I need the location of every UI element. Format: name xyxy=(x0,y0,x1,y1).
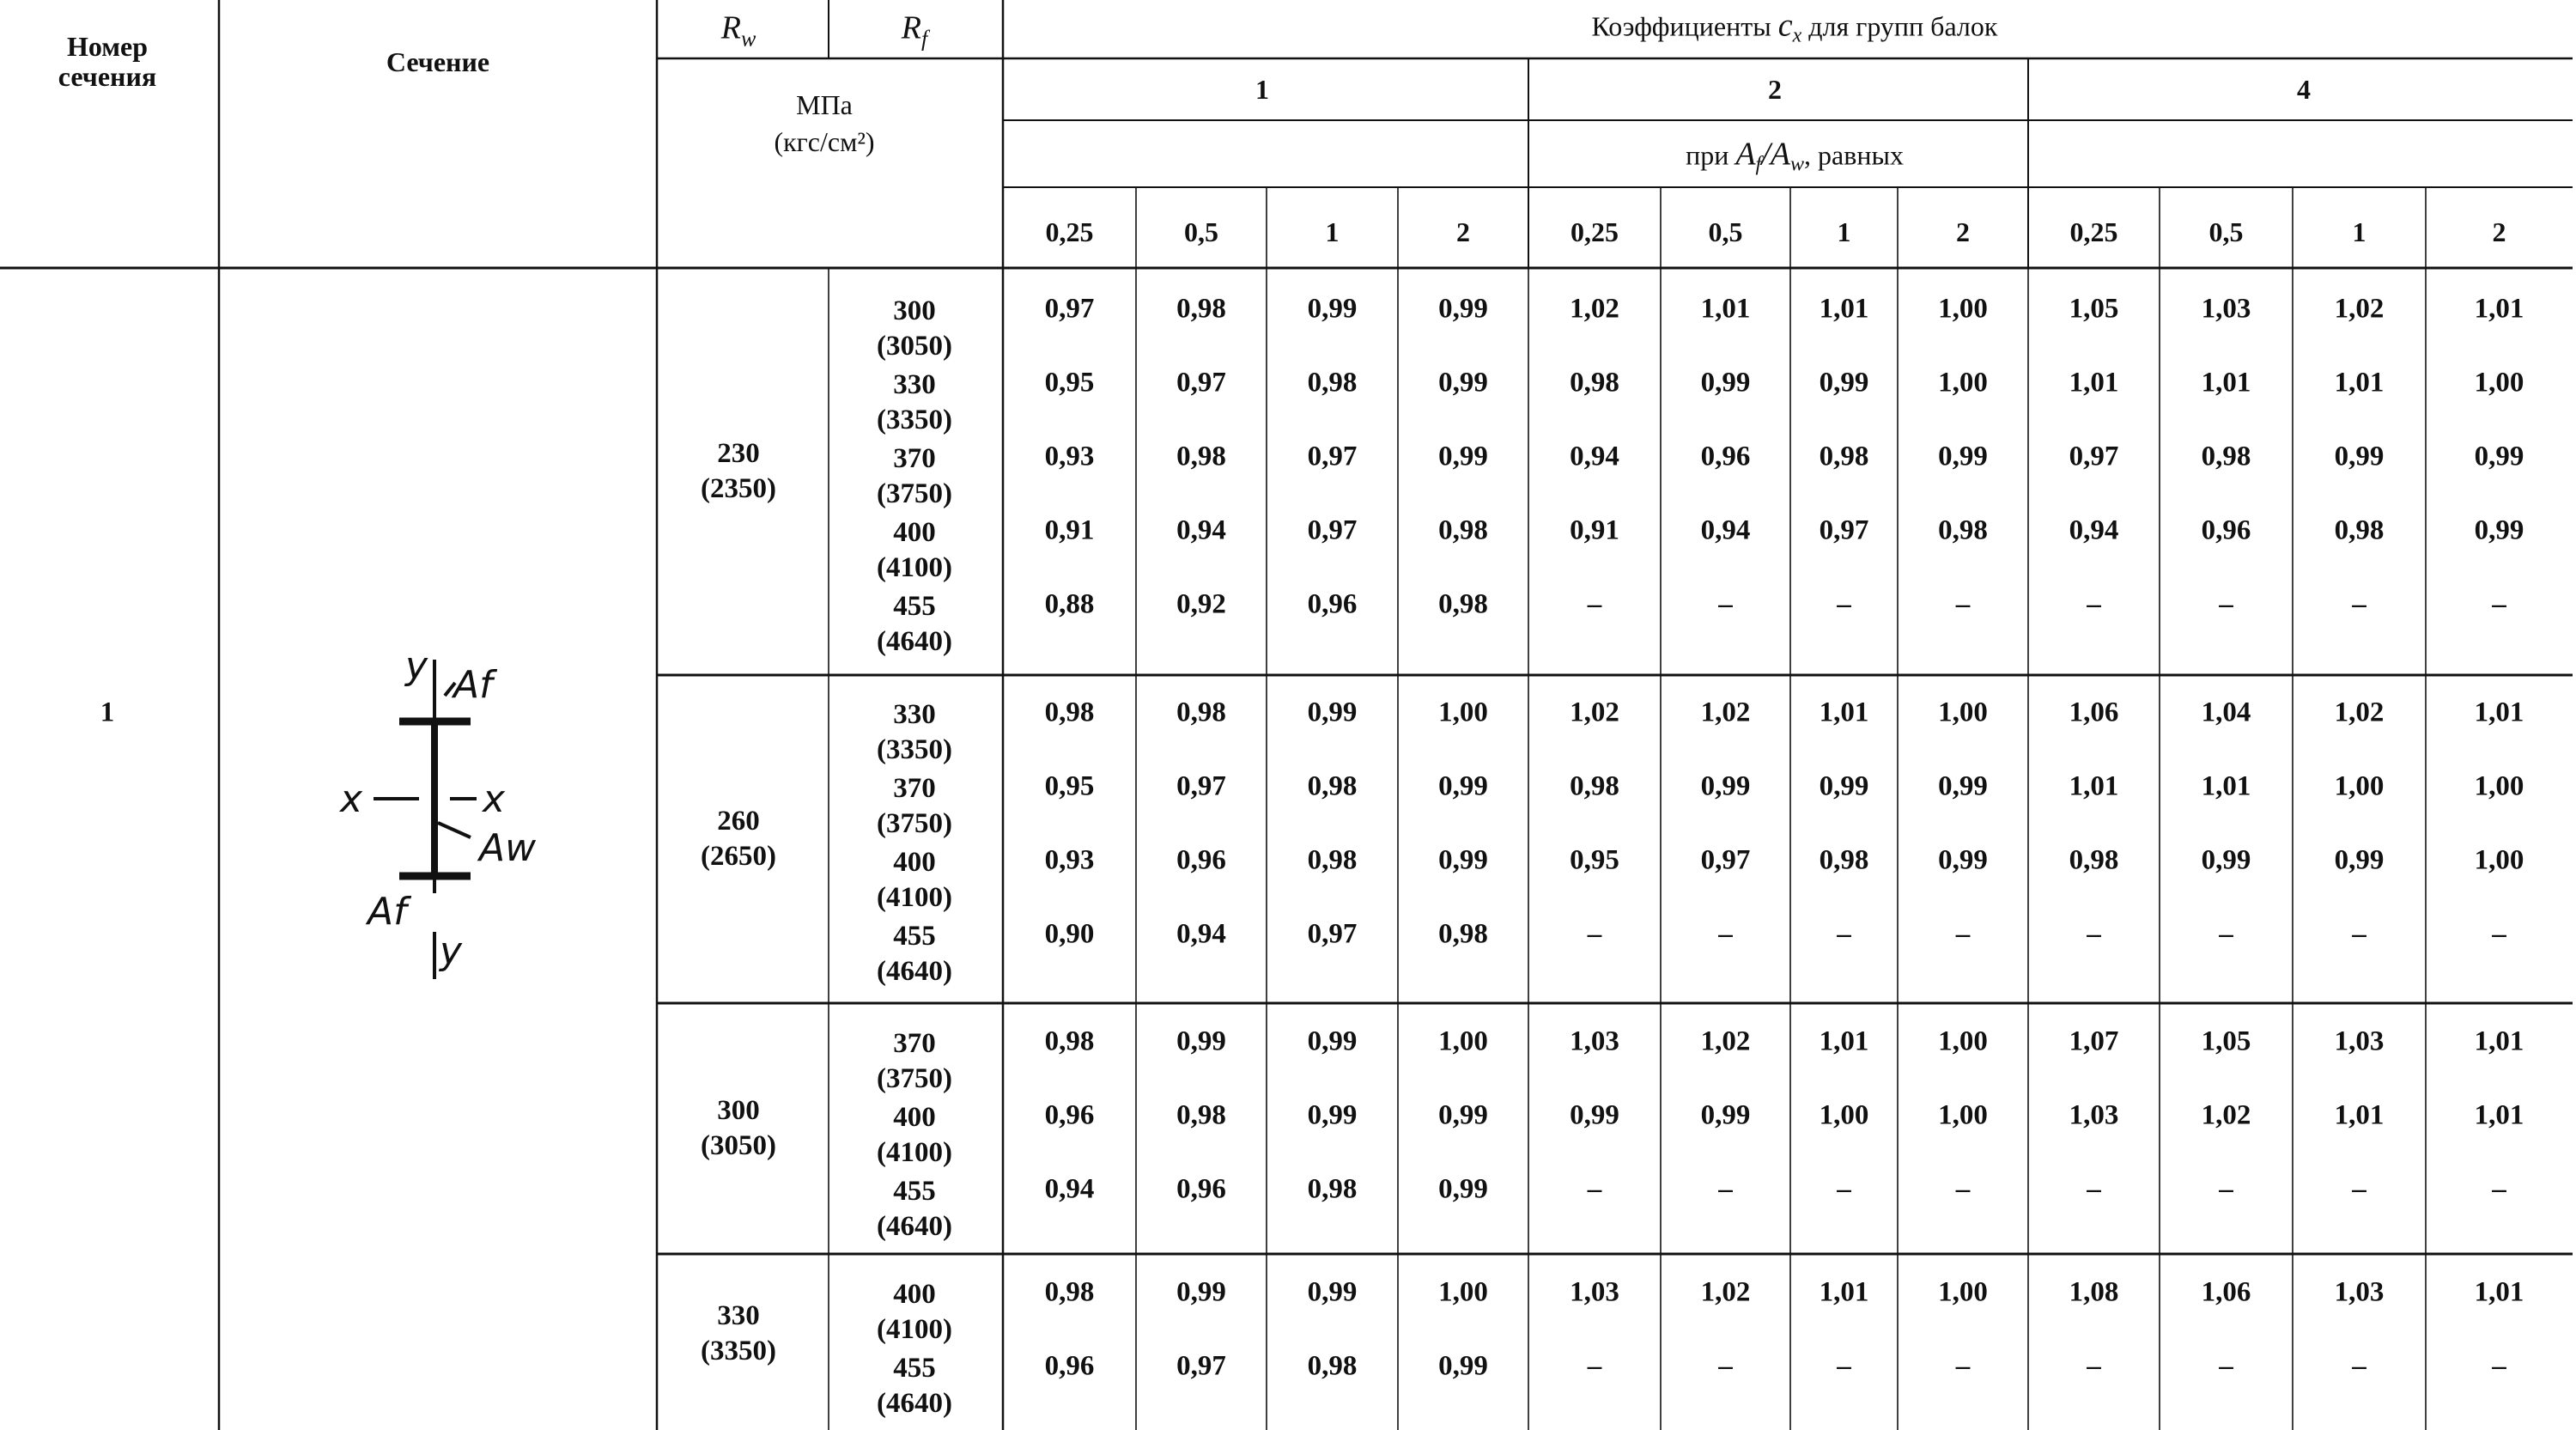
coefficient-cell: 0,97 xyxy=(1176,1350,1226,1382)
coefficient-cell: 0,99 xyxy=(2201,844,2251,876)
header-group-2: 2 xyxy=(1768,74,1782,105)
coefficient-cell: 0,99 xyxy=(2474,514,2524,546)
header-coefficients: Коэффициенты $c_x$ для групп балок xyxy=(1591,7,1998,47)
coefficient-cell: 0,97 xyxy=(1700,844,1751,876)
header-section-number: Номер сечения xyxy=(58,30,157,92)
coefficient-cell: – xyxy=(1955,1173,1971,1205)
ratio-header-cell: 1 xyxy=(1837,216,1851,247)
rf-cell xyxy=(877,1277,952,1348)
coefficient-cell: – xyxy=(2492,918,2506,950)
rf-kgf-value: (4100) xyxy=(877,552,952,584)
rf-kgf-value: (4640) xyxy=(877,1211,952,1243)
coefficient-cell: 1,00 xyxy=(2474,367,2524,399)
coefficient-cell: – xyxy=(2087,918,2101,950)
coefficient-cell: 0,98 xyxy=(1307,367,1358,399)
coefficient-cell: 0,93 xyxy=(1044,844,1095,876)
coefficient-cell: 1,02 xyxy=(2334,293,2385,325)
coefficient-cell: – xyxy=(1837,588,1851,620)
coefficient-cell: 0,91 xyxy=(1044,514,1095,546)
coefficient-cell: 0,94 xyxy=(1044,1173,1095,1205)
rw-kgf-value: (2350) xyxy=(701,473,776,504)
coefficient-cell: 1,01 xyxy=(2069,367,2119,399)
header-group-1: 1 xyxy=(1255,74,1269,105)
coefficient-cell: 1,01 xyxy=(2474,697,2524,728)
rf-value: 455 xyxy=(893,591,936,622)
rw-cell xyxy=(701,1093,776,1165)
coefficient-cell: 0,98 xyxy=(2069,844,2119,876)
coefficient-cell: – xyxy=(1718,1350,1733,1382)
coefficient-cell: – xyxy=(1955,918,1971,950)
coefficient-cell: 0,94 xyxy=(1176,514,1226,546)
coefficient-cell: 0,99 xyxy=(1307,1276,1358,1308)
ratio-header-cell: 0,5 xyxy=(1708,216,1743,247)
coefficient-cell: – xyxy=(2087,1173,2101,1205)
coefficient-cell: 0,99 xyxy=(1438,1099,1488,1131)
coefficient-cell: 1,01 xyxy=(2474,1099,2524,1131)
coefficient-cell: 1,00 xyxy=(1938,697,1988,728)
rf-value: 400 xyxy=(893,1279,936,1310)
coefficient-cell: – xyxy=(1837,1350,1851,1382)
rf-cell xyxy=(877,294,952,365)
coefficient-cell: – xyxy=(2219,1350,2233,1382)
coefficient-cell: 1,00 xyxy=(1938,1025,1988,1057)
coefficient-cell: 0,99 xyxy=(1570,1099,1619,1131)
coefficient-cell: 0,99 xyxy=(1438,844,1488,876)
coefficient-cell: 1,03 xyxy=(2334,1276,2385,1308)
coefficient-cell: 0,96 xyxy=(1176,1173,1226,1205)
coefficient-cell: 0,99 xyxy=(2474,441,2524,472)
label-x-right: x xyxy=(483,777,506,821)
coefficient-cell: 1,01 xyxy=(2334,1099,2385,1131)
coefficient-cell: 1,04 xyxy=(2201,697,2251,728)
ratio-header-cell: 0,25 xyxy=(1571,216,1619,247)
rf-cell xyxy=(877,515,952,587)
coefficient-cell: 1,06 xyxy=(2069,697,2119,728)
coefficient-cell: 1,03 xyxy=(2201,293,2251,325)
coefficient-cell: – xyxy=(1837,918,1851,950)
coefficient-cell: 0,96 xyxy=(1700,441,1751,472)
coefficient-cell: 0,97 xyxy=(1307,441,1358,472)
coefficient-cell: – xyxy=(1718,588,1733,620)
coefficient-cell: 0,96 xyxy=(1176,844,1226,876)
label-y-bottom: y xyxy=(440,929,463,973)
ratio-header-cell: 0,5 xyxy=(2208,216,2244,247)
coefficient-cell: 1,02 xyxy=(2201,1099,2251,1131)
coefficient-cell: 1,01 xyxy=(1819,1025,1869,1057)
coefficient-cell: – xyxy=(2087,1350,2101,1382)
coefficient-cell: 1,02 xyxy=(1570,293,1619,325)
coefficient-cell: 1,03 xyxy=(1570,1025,1619,1057)
rf-value: 455 xyxy=(893,1176,936,1207)
rw-kgf-value: (3350) xyxy=(701,1335,776,1366)
coefficient-cell: 0,98 xyxy=(1176,293,1226,325)
coefficient-cell: 0,99 xyxy=(1176,1025,1226,1057)
coefficient-cell: 1,02 xyxy=(1700,1025,1751,1057)
ratio-header-cell: 0,25 xyxy=(2069,216,2118,247)
ratio-header-cell: 2 xyxy=(2492,216,2506,247)
coefficient-cell: 1,01 xyxy=(1819,1276,1869,1308)
coefficient-cell: 1,03 xyxy=(2334,1025,2385,1057)
coefficient-cell: – xyxy=(2219,918,2233,950)
header-unit-mpa: МПа xyxy=(796,89,853,120)
rf-value: 370 xyxy=(893,773,936,804)
coefficient-cell: 1,01 xyxy=(1819,697,1869,728)
coefficient-cell: 1,00 xyxy=(1938,367,1988,399)
ratio-header-cell: 2 xyxy=(1956,216,1970,247)
beam-section-drawing xyxy=(326,636,601,996)
rw-value: 330 xyxy=(717,1299,760,1331)
coefficient-cell: 0,93 xyxy=(1044,441,1095,472)
coefficient-cell: 1,01 xyxy=(2069,770,2119,802)
coefficient-cell: 0,98 xyxy=(1176,697,1226,728)
header-section: Сечение xyxy=(386,46,490,77)
coefficient-cell: 0,98 xyxy=(2334,514,2385,546)
coefficient-cell: – xyxy=(1718,918,1733,950)
header-unit-kgf: (кгс/см²) xyxy=(774,126,875,157)
coefficient-cell: 1,00 xyxy=(1938,1099,1988,1131)
coefficient-cell: 0,99 xyxy=(1700,1099,1751,1131)
coefficient-cell: – xyxy=(1718,1173,1733,1205)
coefficient-cell: 1,05 xyxy=(2069,293,2119,325)
coefficient-cell: 0,96 xyxy=(1307,588,1358,620)
label-y-top: y xyxy=(405,644,428,688)
coefficient-cell: 1,08 xyxy=(2069,1276,2119,1308)
coefficient-cell: 1,00 xyxy=(1938,293,1988,325)
coefficient-cell: 0,99 xyxy=(1819,770,1869,802)
coefficient-cell: 1,02 xyxy=(1700,1276,1751,1308)
header-rw: $R_w$ xyxy=(720,9,756,52)
coefficient-cell: 0,98 xyxy=(1307,770,1358,802)
rw-kgf-value: (3050) xyxy=(701,1130,776,1161)
coefficient-cell: 1,00 xyxy=(1438,697,1488,728)
rf-kgf-value: (3750) xyxy=(877,1063,952,1095)
coefficient-cell: 0,98 xyxy=(1570,770,1619,802)
coefficient-cell: 0,98 xyxy=(1044,1276,1095,1308)
rf-cell xyxy=(877,919,952,990)
coefficient-cell: 0,99 xyxy=(1438,293,1488,325)
coefficient-cell: – xyxy=(2492,1350,2506,1382)
coefficient-cell: 0,98 xyxy=(1938,514,1988,546)
aw-leader xyxy=(438,823,471,837)
rf-kgf-value: (3050) xyxy=(877,331,952,362)
coefficient-cell: 0,92 xyxy=(1176,588,1226,620)
coefficient-cell: 0,98 xyxy=(1819,441,1869,472)
coefficient-cell: 0,94 xyxy=(1176,918,1226,950)
coefficient-cell: 1,00 xyxy=(1438,1025,1488,1057)
rf-cell xyxy=(877,1174,952,1245)
rw-value: 260 xyxy=(717,805,760,837)
coefficient-cell: – xyxy=(1587,1173,1602,1205)
coefficient-cell: 1,01 xyxy=(2474,1276,2524,1308)
rf-kgf-value: (4100) xyxy=(877,882,952,914)
rf-value: 455 xyxy=(893,1353,936,1384)
rf-cell xyxy=(877,845,952,916)
coefficient-cell: 1,01 xyxy=(2201,367,2251,399)
coefficient-cell: 0,99 xyxy=(1438,770,1488,802)
coefficient-cell: 0,98 xyxy=(1176,441,1226,472)
coefficient-cell: 0,95 xyxy=(1570,844,1619,876)
coefficient-cell: 0,98 xyxy=(1044,697,1095,728)
coefficient-cell: 1,01 xyxy=(2474,1025,2524,1057)
coefficient-cell: 0,99 xyxy=(1938,441,1988,472)
coefficient-cell: 0,96 xyxy=(1044,1350,1095,1382)
header-group-4: 4 xyxy=(2297,74,2311,105)
coefficient-cell: 0,98 xyxy=(2201,441,2251,472)
coefficient-cell: 0,96 xyxy=(2201,514,2251,546)
coefficient-cell: 1,00 xyxy=(2474,844,2524,876)
rw-cell xyxy=(701,804,776,875)
coefficient-cell: 0,99 xyxy=(1176,1276,1226,1308)
rf-kgf-value: (4100) xyxy=(877,1314,952,1346)
coefficient-cell: 0,91 xyxy=(1570,514,1619,546)
coefficient-cell: – xyxy=(1955,588,1971,620)
coefficient-cell: – xyxy=(1587,588,1602,620)
coefficient-cell: 1,00 xyxy=(2474,770,2524,802)
rf-cell xyxy=(877,1351,952,1422)
rf-cell xyxy=(877,589,952,660)
rf-value: 300 xyxy=(893,295,936,326)
coefficient-cell: – xyxy=(2492,1173,2506,1205)
coefficient-cell: – xyxy=(2492,588,2506,620)
label-x-left: x xyxy=(340,777,363,821)
coefficient-cell: 0,99 xyxy=(1700,367,1751,399)
coefficient-cell: 0,99 xyxy=(1938,770,1988,802)
coefficient-cell: 0,99 xyxy=(1438,367,1488,399)
coefficient-cell: 0,98 xyxy=(1307,844,1358,876)
coefficient-cell: 1,02 xyxy=(2334,697,2385,728)
label-af-top: Af xyxy=(453,663,493,707)
rf-value: 330 xyxy=(893,369,936,400)
section-number-cell: 1 xyxy=(100,697,115,728)
coefficient-cell: 0,94 xyxy=(1700,514,1751,546)
coefficient-cell: 0,99 xyxy=(1700,770,1751,802)
coefficient-cell: 1,01 xyxy=(2201,770,2251,802)
rf-kgf-value: (4100) xyxy=(877,1137,952,1169)
ratio-header-cell: 0,25 xyxy=(1045,216,1094,247)
coefficient-cell: 1,01 xyxy=(2334,367,2385,399)
coefficient-cell: 0,98 xyxy=(1176,1099,1226,1131)
coefficient-cell: 0,99 xyxy=(1307,697,1358,728)
rf-cell xyxy=(877,368,952,439)
coefficient-cell: 1,00 xyxy=(1938,1276,1988,1308)
coefficient-cell: 0,98 xyxy=(1438,918,1488,950)
coefficient-cell: 1,01 xyxy=(1819,293,1869,325)
rf-cell xyxy=(877,697,952,769)
coefficient-cell: 0,97 xyxy=(1819,514,1869,546)
coefficient-cell: 0,96 xyxy=(1044,1099,1095,1131)
coefficient-cell: 0,90 xyxy=(1044,918,1095,950)
rf-kgf-value: (3750) xyxy=(877,478,952,510)
coefficient-cell: – xyxy=(2352,1173,2366,1205)
coefficient-cell: 0,99 xyxy=(1819,367,1869,399)
coefficient-cell: – xyxy=(2352,588,2366,620)
label-aw: Aw xyxy=(479,826,537,870)
coefficient-cell: 1,06 xyxy=(2201,1276,2251,1308)
ratio-header-cell: 2 xyxy=(1456,216,1470,247)
coefficient-cell: 1,03 xyxy=(2069,1099,2119,1131)
coefficient-cell: 0,95 xyxy=(1044,367,1095,399)
coefficient-cell: 0,97 xyxy=(1176,770,1226,802)
coefficient-cell: 0,94 xyxy=(1570,441,1619,472)
coefficient-cell: 0,99 xyxy=(1438,1350,1488,1382)
coefficient-cell: 0,99 xyxy=(1438,441,1488,472)
coefficient-cell: 0,98 xyxy=(1438,588,1488,620)
coefficient-cell: 0,94 xyxy=(2069,514,2119,546)
coefficient-cell: 0,99 xyxy=(1307,1099,1358,1131)
coefficient-cell: 1,02 xyxy=(1570,697,1619,728)
rf-value: 400 xyxy=(893,1102,936,1133)
coefficient-cell: 0,88 xyxy=(1044,588,1095,620)
coefficient-cell: 0,98 xyxy=(1819,844,1869,876)
coefficient-cell: 0,98 xyxy=(1307,1173,1358,1205)
coefficient-cell: – xyxy=(2352,1350,2366,1382)
rf-cell xyxy=(877,771,952,843)
rw-value: 300 xyxy=(717,1094,760,1126)
coefficient-cell: – xyxy=(1587,1350,1602,1382)
coefficient-cell: 0,97 xyxy=(1307,514,1358,546)
label-af-bottom: Af xyxy=(368,890,407,934)
coefficient-cell: 1,00 xyxy=(1819,1099,1869,1131)
coefficient-cell: 0,98 xyxy=(1044,1025,1095,1057)
rf-value: 400 xyxy=(893,517,936,548)
ratio-header-cell: 1 xyxy=(1325,216,1340,247)
coefficient-cell: 0,98 xyxy=(1570,367,1619,399)
rf-value: 370 xyxy=(893,443,936,474)
rf-kgf-value: (4640) xyxy=(877,956,952,988)
coefficient-cell: – xyxy=(2219,1173,2233,1205)
rf-cell xyxy=(877,441,952,513)
rf-value: 370 xyxy=(893,1028,936,1059)
coefficient-cell: 0,99 xyxy=(2334,441,2385,472)
coefficient-cell: 0,99 xyxy=(1307,293,1358,325)
rf-kgf-value: (3750) xyxy=(877,808,952,840)
rf-value: 455 xyxy=(893,921,936,952)
coefficient-cell: 1,05 xyxy=(2201,1025,2251,1057)
coefficient-cell: 1,01 xyxy=(2474,293,2524,325)
header-rf: $R_f$ xyxy=(901,9,928,52)
rf-value: 400 xyxy=(893,847,936,878)
coefficient-cell: 0,95 xyxy=(1044,770,1095,802)
coefficient-cell: 1,01 xyxy=(1700,293,1751,325)
coefficient-cell: 0,99 xyxy=(1938,844,1988,876)
coefficient-cell: – xyxy=(2219,588,2233,620)
rw-cell xyxy=(701,1298,776,1369)
coefficient-cell: 0,99 xyxy=(2334,844,2385,876)
rf-kgf-value: (3350) xyxy=(877,734,952,766)
coefficient-cell: 0,97 xyxy=(1176,367,1226,399)
coefficient-cell: 1,00 xyxy=(2334,770,2385,802)
rf-cell xyxy=(877,1100,952,1171)
ratio-header-cell: 1 xyxy=(2352,216,2366,247)
coefficient-cell: 1,02 xyxy=(1700,697,1751,728)
coefficient-cell: – xyxy=(2352,918,2366,950)
coefficient-cell: – xyxy=(1955,1350,1971,1382)
rf-kgf-value: (4640) xyxy=(877,626,952,658)
rf-cell xyxy=(877,1026,952,1098)
coefficient-cell: 0,97 xyxy=(1044,293,1095,325)
coefficient-cell: – xyxy=(1837,1173,1851,1205)
coefficient-cell: 0,98 xyxy=(1307,1350,1358,1382)
rw-cell xyxy=(701,436,776,508)
coefficient-cell: 1,03 xyxy=(1570,1276,1619,1308)
coefficient-cell: – xyxy=(2087,588,2101,620)
rw-kgf-value: (2650) xyxy=(701,841,776,872)
coefficient-cell: 0,99 xyxy=(1307,1025,1358,1057)
coefficient-cell: 0,97 xyxy=(1307,918,1358,950)
coefficient-cell: 0,98 xyxy=(1438,514,1488,546)
rf-value: 330 xyxy=(893,699,936,730)
coefficient-cell: 0,99 xyxy=(1438,1173,1488,1205)
rf-kgf-value: (3350) xyxy=(877,405,952,436)
coefficient-cell: – xyxy=(1587,918,1602,950)
header-ratio-label: при $A_f/A_w$, равных xyxy=(1686,136,1904,176)
coefficient-cell: 1,00 xyxy=(1438,1276,1488,1308)
coefficient-cell: 1,07 xyxy=(2069,1025,2119,1057)
coefficient-cell: 0,97 xyxy=(2069,441,2119,472)
ratio-header-cell: 0,5 xyxy=(1184,216,1218,247)
rw-value: 230 xyxy=(717,437,760,469)
rf-kgf-value: (4640) xyxy=(877,1388,952,1420)
